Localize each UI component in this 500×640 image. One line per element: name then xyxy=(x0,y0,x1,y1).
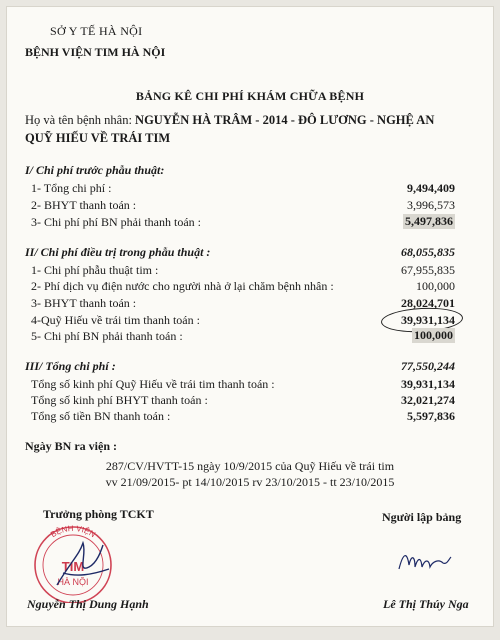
discharge-label: Ngày BN ra viện : xyxy=(25,439,117,453)
hospital-name: BỆNH VIỆN TIM HÀ NỘI xyxy=(25,45,166,59)
section2-row-4-value: 39,931,134 xyxy=(401,313,455,327)
discharge-line-2: vv 21/09/2015- pt 14/10/2015 rv 23/10/2015 - tt 23/10/2015 xyxy=(105,475,395,489)
hospital-stamp xyxy=(17,515,127,603)
section3-row-3-label: Tổng số tiền BN thanh toán : xyxy=(31,409,171,423)
section2-row-2-value: 100,000 xyxy=(416,279,455,293)
section3-row-2-value: 32,021,274 xyxy=(401,393,455,407)
section3-row-3-value: 5,597,836 xyxy=(407,409,455,423)
section2-row-5-label: 5- Chi phí BN phải thanh toán : xyxy=(31,329,183,343)
right-signer-name: Lê Thị Thúy Nga xyxy=(383,597,469,611)
stamp-line-1: TIM xyxy=(61,559,85,574)
right-signer-title: Người lập bảng xyxy=(382,510,462,524)
ministry-name: SỞ Y TẾ HÀ NỘI xyxy=(50,24,143,38)
patient-value: NGUYỄN HÀ TRÂM - 2014 - ĐÔ LƯƠNG - NGHỆ AN xyxy=(135,113,435,127)
section1-row-1-label: 1- Tổng chi phí : xyxy=(31,181,112,195)
document-page xyxy=(7,7,493,626)
section3-total: 77,550,244 xyxy=(401,359,455,373)
section2-row-2-label: 2- Phí dịch vụ điện nước cho người nhà ở lại chăm bệnh nhân : xyxy=(31,279,334,293)
left-signer-name: Nguyễn Thị Dung Hạnh xyxy=(27,597,149,611)
section2-row-3-value: 28,024,701 xyxy=(401,296,455,310)
document-title: BẢNG KÊ CHI PHÍ KHÁM CHỮA BỆNH xyxy=(135,89,365,103)
section2-row-3-label: 3- BHYT thanh toán : xyxy=(31,296,137,310)
section3-heading: III/ Tổng chi phí : xyxy=(25,359,116,373)
section2-row-1-value: 67,955,835 xyxy=(401,263,455,277)
section1-row-3-value: 5,497,836 xyxy=(405,214,453,228)
patient-line xyxy=(25,113,434,128)
patient-label: Họ và tên bệnh nhân: xyxy=(25,113,132,127)
section2-row-5-value: 100,000 xyxy=(414,328,453,342)
right-signature-scribble xyxy=(395,547,455,577)
section2-row-4-label: 4-Quỹ Hiếu về trái tim thanh toán : xyxy=(31,313,200,327)
section1-row-1-value: 9,494,409 xyxy=(407,181,455,195)
section3-row-1-value: 39,931,134 xyxy=(401,377,455,391)
section1-row-3-label: 3- Chi phí phí BN phải thanh toán : xyxy=(31,215,201,229)
section1-row-2-value: 3,996,573 xyxy=(407,198,455,212)
discharge-line-1: 287/CV/HVTT-15 ngày 10/9/2015 của Quỹ Hiếu về trái tim xyxy=(105,459,395,473)
stamp-arc-text: BỆNH VIỆN xyxy=(49,523,97,540)
section1-heading: I/ Chi phí trước phẫu thuật: xyxy=(25,163,165,177)
stamp-line-2: HÀ NỘI xyxy=(57,577,89,587)
section3-row-2-label: Tổng số kinh phí BHYT thanh toán : xyxy=(31,393,208,407)
section2-heading: II/ Chi phí điều trị trong phẫu thuật : xyxy=(25,245,211,259)
section3-row-1-label: Tổng số kinh phí Quỹ Hiếu về trái tim thanh toán : xyxy=(31,377,275,391)
section2-total: 68,055,835 xyxy=(401,245,455,259)
fund-name: QUỸ HIẾU VỀ TRÁI TIM xyxy=(25,131,171,145)
section1-row-2-label: 2- BHYT thanh toán : xyxy=(31,198,137,212)
left-signer-title: Trưởng phòng TCKT xyxy=(43,507,154,521)
section2-row-1-label: 1- Chi phí phẫu thuật tim : xyxy=(31,263,159,277)
